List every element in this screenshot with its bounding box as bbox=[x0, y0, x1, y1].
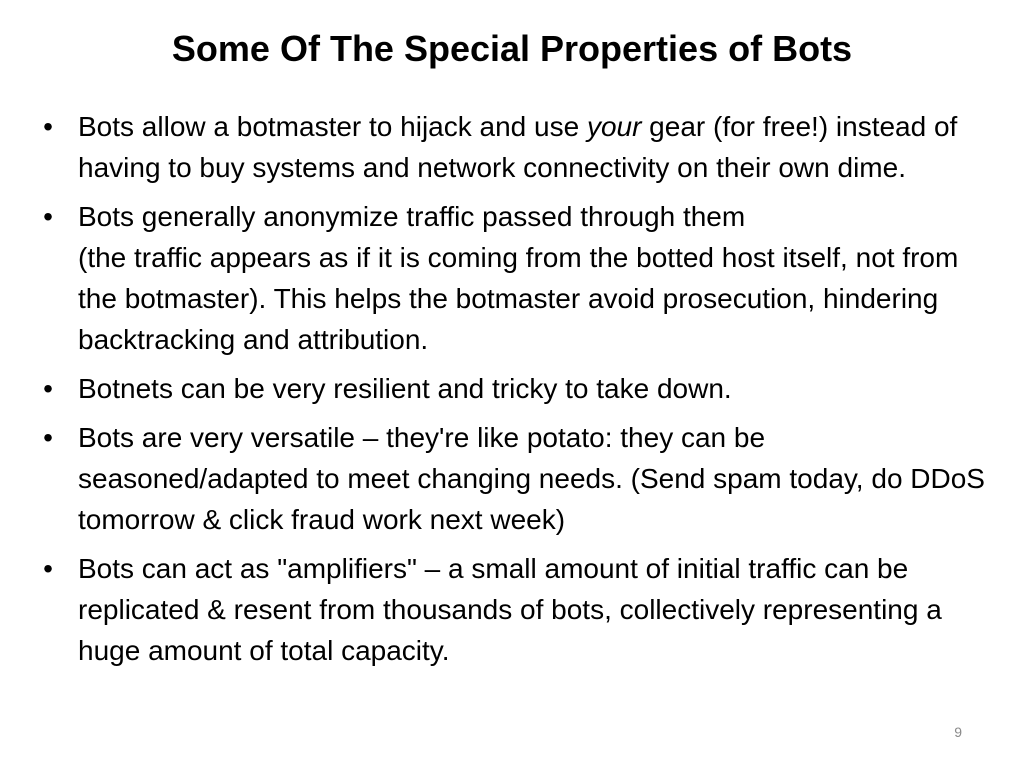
bullet-item-4 bbox=[36, 417, 1000, 540]
slide-title: Some Of The Special Properties of Bots bbox=[171, 28, 853, 69]
bullet-item-1 bbox=[36, 106, 1000, 188]
bullet-text: Bots can act as "amplifiers" – a small amount of initial traffic can be replicated & resent from thousands of bots, collectively representing a huge amount of total capacity. bbox=[78, 553, 942, 666]
bullet-item-2 bbox=[36, 196, 1000, 360]
bullet-marker: • bbox=[43, 111, 53, 142]
bullet-text bbox=[78, 111, 957, 183]
bullet-marker: • bbox=[43, 422, 53, 453]
bullet-text-before: Bots allow a botmaster to hijack and use bbox=[78, 111, 587, 142]
bullet-text: Botnets can be very resilient and tricky to take down. bbox=[78, 373, 732, 404]
bullet-list bbox=[36, 106, 1000, 679]
bullet-item-3 bbox=[36, 368, 1000, 409]
bullet-marker: • bbox=[43, 201, 53, 232]
bullet-text-emphasis: your bbox=[586, 111, 642, 142]
bullet-text: Bots are very versatile – they're like potato: they can be seasoned/adapted to meet changing needs. (Send spam today, do DDoS tomorrow & click fraud work next week) bbox=[78, 422, 985, 535]
page-number: 9 bbox=[954, 724, 962, 740]
bullet-marker: • bbox=[43, 553, 53, 584]
bullet-text bbox=[78, 201, 958, 355]
bullet-text-after: gear (for free!) instead of having to buy systems and network connectivity on their own dime. bbox=[78, 111, 958, 183]
bullet-item-5 bbox=[36, 548, 1000, 671]
bullet-text-line-2: (the traffic appears as if it is coming from the botted host itself, not from the botmaster). This helps the botmaster avoid prosecution, hindering backtracking and attribution. bbox=[78, 242, 959, 355]
bullet-text-line-1: Bots generally anonymize traffic passed through them bbox=[78, 201, 746, 232]
bullet-marker: • bbox=[43, 373, 53, 404]
